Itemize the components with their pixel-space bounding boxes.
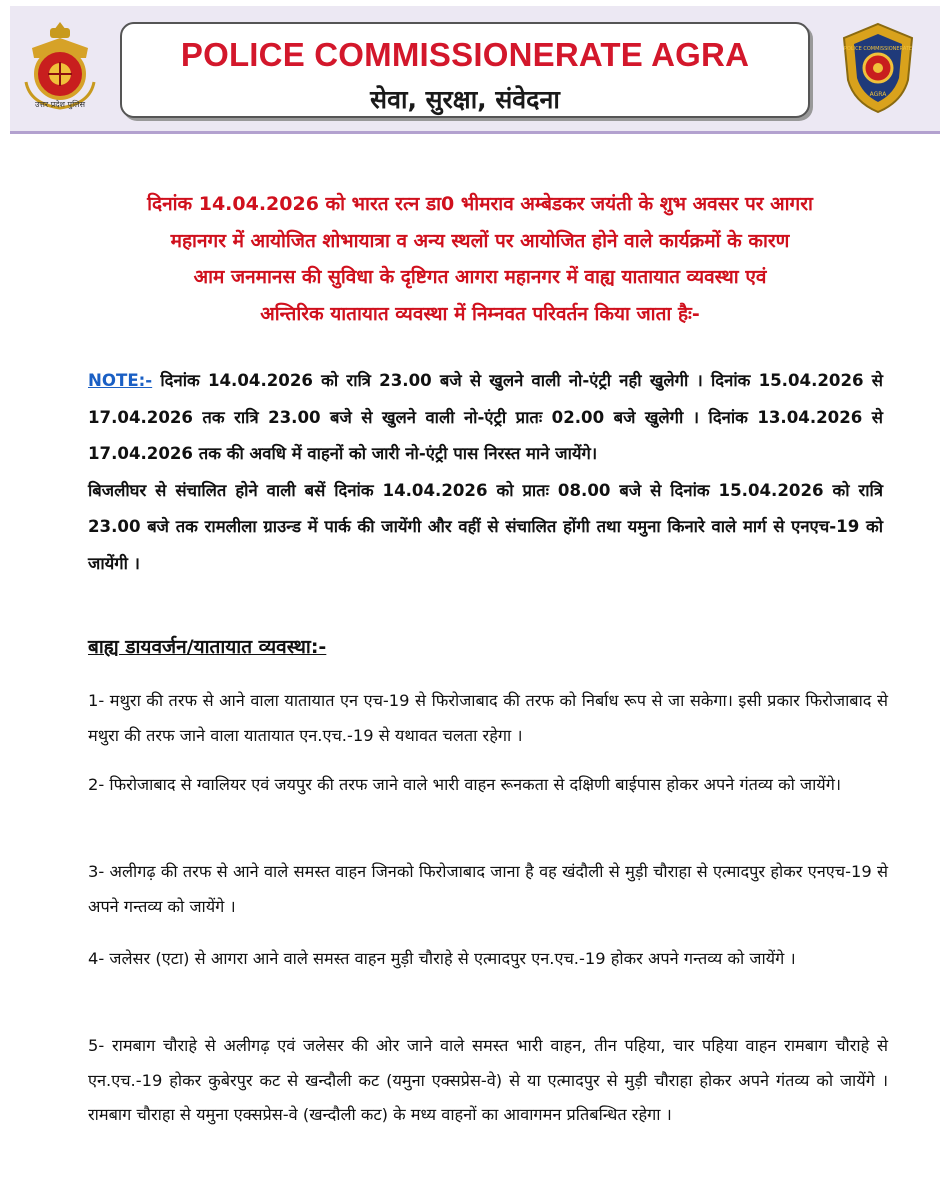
up-police-emblem-icon [20,18,100,114]
page-title: POLICE COMMISSIONERATE AGRA [180,36,750,73]
left-logo-text: उत्तर प्रदेश पुलिस [35,100,85,109]
note-label: NOTE:- [88,371,153,390]
list-item: 5- रामबाग चौराहे से अलीगढ़ एवं जलेसर की ओर जाने वाले समस्त भारी वाहन, तीन पहिया, चार पहिया वाहन रामबाग चौराहे से एन.एच.-19 होकर कुबेरपुर कट से खन्दौली कट (यमुना एक्सप्रेस-वे) से या एत्मादपुर से मुड़ी चौराहा होकर अपने गंतव्य को जायेंगे । रामबाग चौराहा से यमुना एक्सप्रेस-वे (खन्दौली कट) के मध्य वाहनों का आवागमन प्रतिबन्धित रहेगा । [88,1036,888,1124]
list-item: 2- फिरोजाबाद से ग्वालियर एवं जयपुर की तरफ जाने वाले भारी वाहन रूनकता से दक्षिणी बाईपास होकर अपने गंतव्य को जायेंगे। [88,775,842,794]
section-heading: बाह्य डायवर्जन/यातायात व्यवस्था:- [88,636,327,658]
page-tagline: सेवा, सुरक्षा, संवेदना [370,85,560,114]
intro-line: महानगर में आयोजित शोभायात्रा व अन्य स्थलों पर आयोजित होने वाले कार्यक्रमों के कारण [170,229,790,252]
header-title-box [120,22,810,118]
list-item: 3- अलीगढ़ की तरफ से आने वाले समस्त वाहन जिनको फिरोजाबाद जाना है वह खंदौली से मुड़ी चौराहा से एत्मादपुर होकर एनएच-19 से अपने गन्तव्य को जायेंगे । [88,862,888,916]
intro-line: आम जनमानस की सुविधा के दृष्टिगत आगरा महानगर में वाह्य यातायात व्यवस्था एवं [193,266,767,288]
intro-line: अन्तिरिक यातायात व्यवस्था में निम्नवत परिवर्तन किया जाता हैः- [260,302,700,325]
police-commissionerate-agra-badge-icon [838,20,918,116]
note-text: दिनांक 14.04.2026 को रात्रि 23.00 बजे से खुलने वाली नो-एंट्री नही खुलेगी । दिनांक 15.04.2026 से 17.04.2026 तक रात्रि 23.00 बजे से खुलने वाली नो-एंट्री प्रातः 02.00 बजे खुलेगी । दिनांक 13.04.2026 से 17.04.2026 तक की अवधि में वाहनों को जारी नो-एंट्री पास निरस्त माने जायेंगे। [88,371,883,463]
intro-line: दिनांक 14.04.2026 को भारत रत्न डा0 भीमराव अम्बेडकर जयंती के शुभ अवसर पर आगरा [147,193,813,215]
note-paragraph [88,363,883,473]
note-block [88,363,883,582]
right-logo-text-bottom: AGRA [869,91,887,98]
intro-paragraph [85,186,875,332]
list-item: 4- जलेसर (एटा) से आगरा आने वाले समस्त वाहन मुड़ी चौराहे से एत्मादपुर एन.एच.-19 होकर अपने गन्तव्य को जायेंगे । [88,949,796,968]
right-logo-text-top: POLICE COMMISSIONERATE [843,46,913,52]
bus-paragraph: बिजलीघर से संचालित होने वाली बसें दिनांक 14.04.2026 को प्रातः 08.00 बजे से दिनांक 15.04.2026 को रात्रि 23.00 बजे तक रामलीला ग्राउन्ड में पार्क की जायेंगी और वहीं से संचालित होंगी तथा यमुना किनारे वाले मार्ग से एनएच-19 को जायेंगी । [88,480,883,573]
list-item: 1- मथुरा की तरफ से आने वाला यातायात एन एच-19 से फिरोजाबाद की तरफ को निर्बाध रूप से जा सकेगा। इसी प्रकार फिरोजाबाद से मथुरा की तरफ जाने वाला यातायात एन.एच.-19 से यथावत चलता रहेगा । [88,691,888,745]
